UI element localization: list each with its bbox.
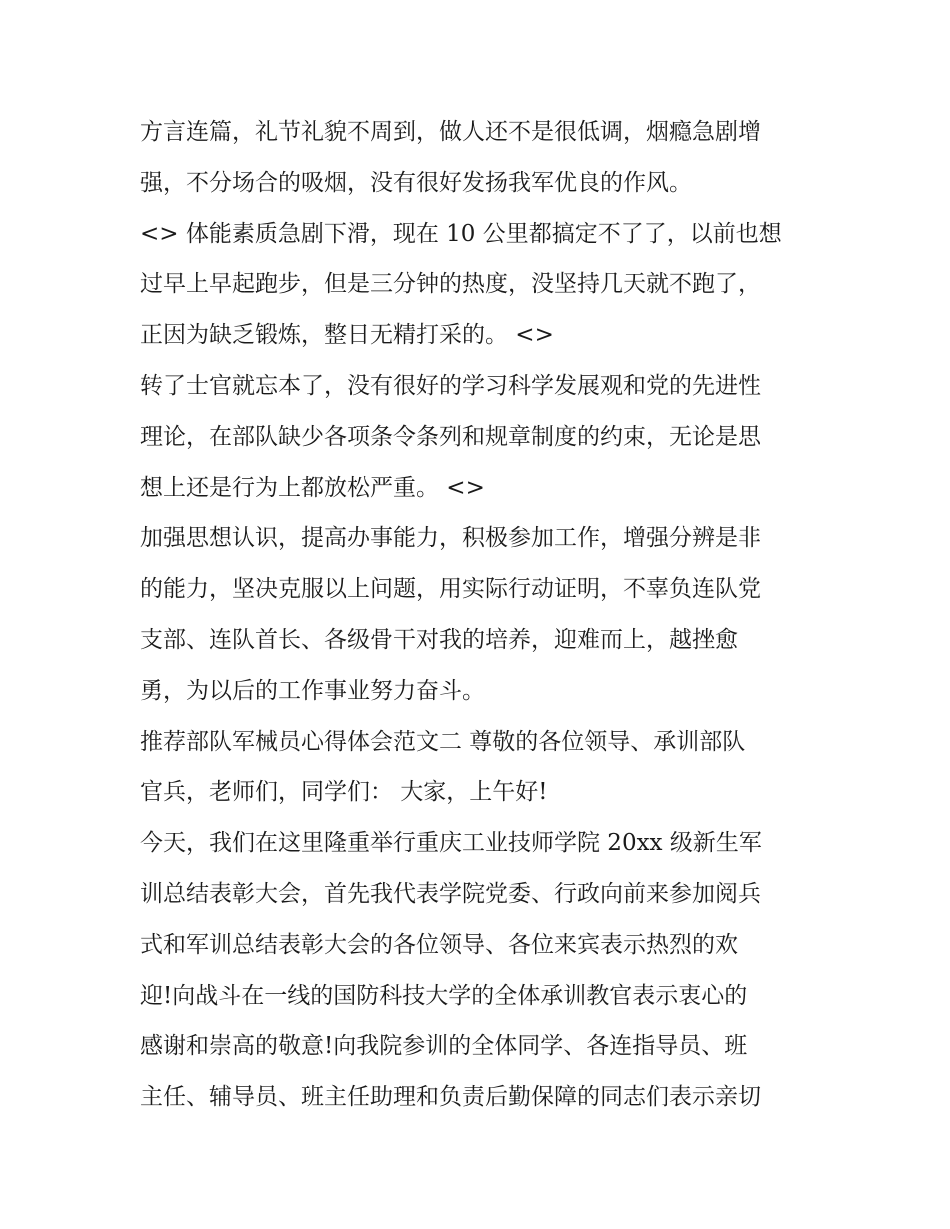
- text-line: 感谢和崇高的敬意!向我院参训的全体同学、各连指导员、班: [140, 1033, 748, 1060]
- text-line: 想上还是行为上都放松严重。 <>: [140, 474, 485, 501]
- text-line: 迎!向战斗在一线的国防科技大学的全体承训教官表示衷心的: [140, 982, 748, 1009]
- text-line: 正因为缺乏锻炼，整日无精打采的。 <>: [140, 322, 554, 349]
- text-line: 理论，在部队缺少各项条令条列和规章制度的约束，无论是思: [140, 423, 761, 450]
- text-line: 过早上早起跑步，但是三分钟的热度，没坚持几天就不跑了，: [140, 271, 761, 298]
- text-line: 支部、连队首长、各级骨干对我的培养，迎难而上，越挫愈: [140, 626, 738, 653]
- text-line: <> 体能素质急剧下滑，现在 10 公里都搞定不了了，以前也想: [140, 220, 782, 247]
- text-line: 式和军训总结表彰大会的各位领导、各位来宾表示热烈的欢: [140, 931, 738, 958]
- text-line: 强，不分场合的吸烟，没有很好发扬我军优良的作风。: [140, 169, 692, 196]
- text-line: 主任、辅导员、班主任助理和负责后勤保障的同志们表示亲切: [140, 1084, 761, 1111]
- text-line: 今天，我们在这里隆重举行重庆工业技师学院 20xx 级新生军: [140, 830, 762, 857]
- text-line: 训总结表彰大会，首先我代表学院党委、行政向前来参加阅兵: [140, 880, 761, 907]
- text-line: 推荐部队军械员心得体会范文二 尊敬的各位领导、承训部队: [140, 728, 746, 755]
- text-line: 转了士官就忘本了，没有很好的学习科学发展观和党的先进性: [140, 372, 761, 399]
- text-line: 的能力，坚决克服以上问题，用实际行动证明，不辜负连队党: [140, 576, 761, 603]
- document-body: [140, 107, 820, 1123]
- text-line: 勇，为以后的工作事业努力奋斗。: [140, 677, 485, 704]
- text-line: 方言连篇，礼节礼貌不周到，做人还不是很低调，烟瘾急剧增: [140, 119, 761, 145]
- text-line: 加强思想认识，提高办事能力，积极参加工作，增强分辨是非: [140, 525, 761, 552]
- text-line: 官兵，老师们，同学们： 大家，上午好!: [140, 779, 548, 806]
